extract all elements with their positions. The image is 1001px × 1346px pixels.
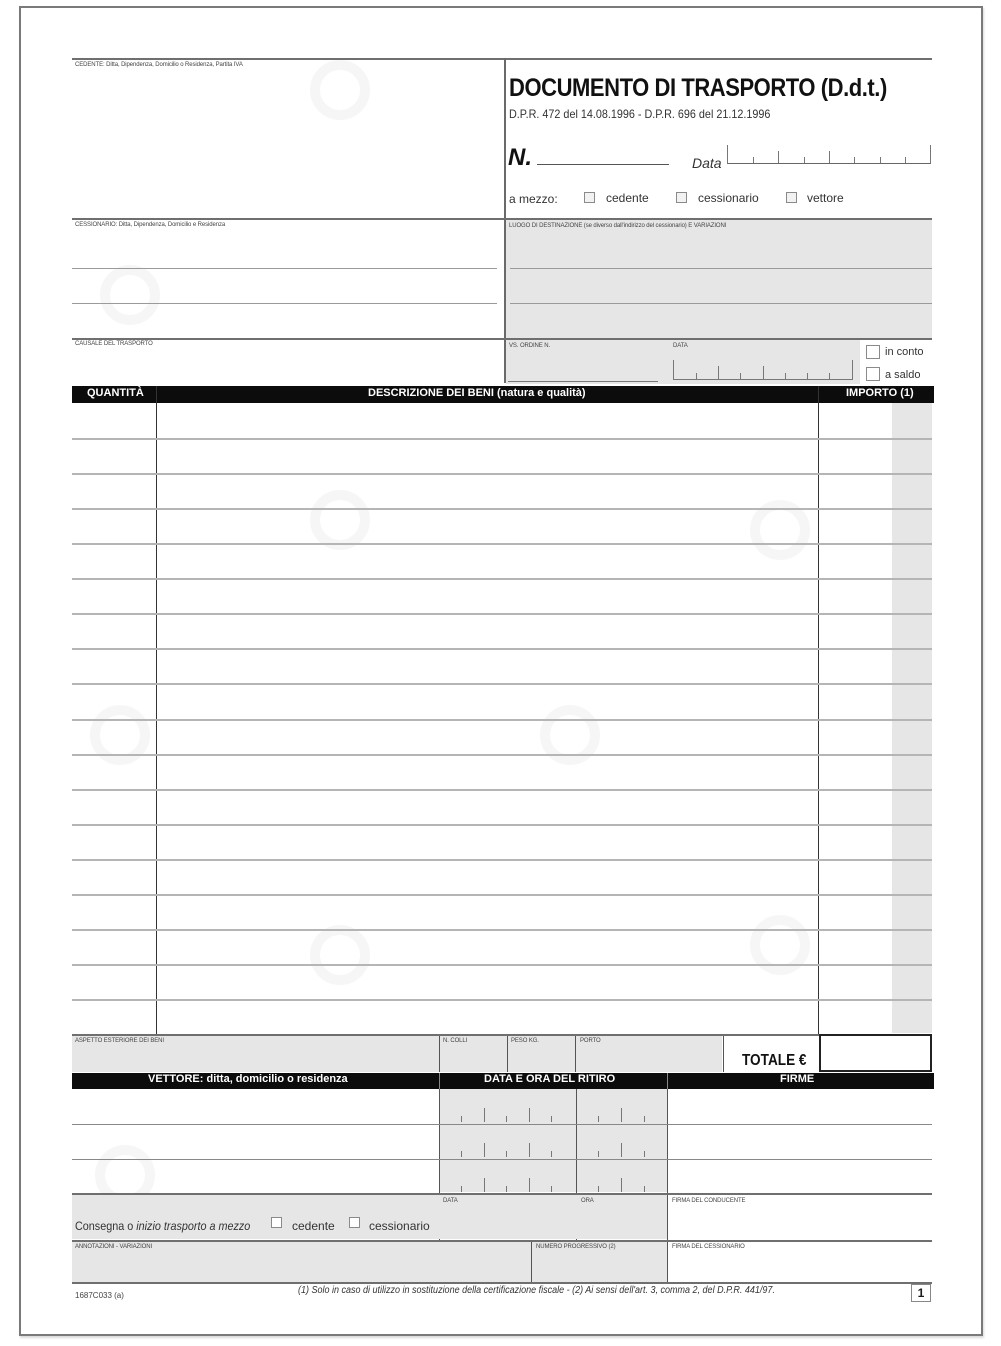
descrizione-cell[interactable] [157, 438, 818, 473]
quantita-cell[interactable] [72, 438, 156, 473]
totale-label: TOTALE € [742, 1052, 807, 1069]
row-line [72, 789, 932, 791]
date-tick [905, 157, 906, 163]
importo-cell[interactable] [819, 964, 932, 999]
quantita-cell[interactable] [72, 719, 156, 754]
importo-cell[interactable] [819, 438, 932, 473]
peso-field[interactable] [508, 1046, 574, 1072]
date-tick [778, 151, 779, 163]
table-row [72, 929, 932, 964]
importo-cell[interactable] [819, 403, 932, 438]
number-field[interactable] [537, 164, 669, 165]
divider [723, 1036, 724, 1072]
date-tick [880, 157, 881, 163]
table-header-bar [72, 386, 934, 403]
row-line [72, 964, 932, 966]
means-vettore-checkbox[interactable] [786, 192, 797, 203]
quantita-cell[interactable] [72, 403, 156, 438]
means-label: a mezzo: [509, 192, 558, 206]
descrizione-cell[interactable] [157, 859, 818, 894]
importo-cell[interactable] [819, 683, 932, 718]
quantita-cell[interactable] [72, 859, 156, 894]
firma-cessionario-label: FIRMA DEL CESSIONARIO [672, 1244, 745, 1250]
table-row [72, 894, 932, 929]
date-tick [740, 373, 741, 379]
row-line [72, 683, 932, 685]
importo-cell[interactable] [819, 824, 932, 859]
aspetto-field[interactable] [72, 1046, 438, 1072]
date-field[interactable] [727, 145, 931, 164]
importo-cell[interactable] [819, 578, 932, 613]
firma-conducente-field[interactable] [668, 1206, 932, 1239]
importo-cell[interactable] [819, 508, 932, 543]
vettore-field-3[interactable] [72, 1159, 438, 1193]
descrizione-cell[interactable] [157, 719, 818, 754]
number-label: N. [508, 144, 532, 171]
col-descrizione: DESCRIZIONE DEI BENI (natura e qualità) [368, 387, 586, 399]
ritiro-data-field[interactable] [440, 1089, 576, 1193]
peso-label: PESO KG. [511, 1038, 539, 1044]
date-tick [718, 366, 719, 379]
annotazioni-field[interactable] [72, 1252, 530, 1282]
footnote: (1) Solo in caso di utilizzo in sostituzione della certificazione fiscale - (2) Ai sensi dell'art. 3, comma 2, del D.P.R. 441/97. [298, 1285, 775, 1296]
table-row [72, 648, 932, 683]
destinazione-field[interactable] [506, 220, 932, 338]
table-row [72, 578, 932, 613]
row-line [72, 824, 932, 826]
consegna-label-b: inizio trasporto a mezzo [136, 1219, 251, 1233]
quantita-cell[interactable] [72, 999, 156, 1034]
date-tick [753, 157, 754, 163]
quantita-cell[interactable] [72, 964, 156, 999]
annotazioni-label: ANNOTAZIONI - VARIAZIONI [75, 1244, 153, 1250]
descrizione-cell[interactable] [157, 754, 818, 789]
descrizione-cell[interactable] [157, 964, 818, 999]
quantita-cell[interactable] [72, 929, 156, 964]
cessionario-field[interactable] [72, 230, 502, 336]
table-row [72, 824, 932, 859]
importo-cell[interactable] [819, 648, 932, 683]
in-conto-label: in conto [885, 346, 924, 358]
date-tick [785, 373, 786, 379]
in-conto-checkbox[interactable] [866, 345, 880, 359]
descrizione-cell[interactable] [157, 824, 818, 859]
totale-field[interactable] [819, 1034, 932, 1072]
ritiro-ora-field[interactable] [577, 1089, 667, 1193]
ora-label: ORA [581, 1198, 594, 1204]
row-line [72, 894, 932, 896]
row-line [72, 999, 932, 1001]
quantita-cell[interactable] [72, 508, 156, 543]
descrizione-cell[interactable] [157, 999, 818, 1034]
means-cessionario-label: cessionario [698, 191, 759, 205]
firma-conducente-label: FIRMA DEL CONDUCENTE [672, 1198, 746, 1204]
form-code: 1687C033 (a) [75, 1291, 124, 1300]
row-line [72, 929, 932, 931]
descrizione-cell[interactable] [157, 508, 818, 543]
table-row [72, 999, 932, 1034]
quantita-cell[interactable] [72, 754, 156, 789]
table-row [72, 403, 932, 438]
ordine-label: VS. ORDINE N. [509, 343, 551, 349]
porto-label: PORTO [580, 1038, 601, 1044]
means-cedente-checkbox[interactable] [584, 192, 595, 203]
porto-field[interactable] [576, 1046, 722, 1072]
descrizione-cell[interactable] [157, 473, 818, 508]
date-tick [696, 373, 697, 379]
destinazione-label: LUOGO DI DESTINAZIONE (se diverso dall'indirizzo del cessionario) E VARIAZIONI [509, 223, 727, 229]
vettore-header: VETTORE: ditta, domicilio o residenza [148, 1073, 348, 1085]
row-line [72, 578, 932, 580]
quantita-cell[interactable] [72, 824, 156, 859]
table-row [72, 613, 932, 648]
firme-header: FIRME [780, 1073, 815, 1085]
row-line [72, 613, 932, 615]
destinazione-line [510, 268, 932, 269]
causale-field[interactable] [72, 348, 502, 383]
date-label: Data [692, 155, 722, 171]
table-row [72, 789, 932, 824]
cessionario-line [72, 303, 497, 304]
col-quantita: QUANTITÀ [87, 387, 144, 399]
col-importo: IMPORTO (1) [846, 387, 914, 399]
vettore-field-2[interactable] [72, 1124, 438, 1158]
cessionario-label: CESSIONARIO: Ditta, Dipendenza, Domicilio e Residenza [75, 222, 226, 228]
firma-cessionario-field[interactable] [668, 1252, 932, 1282]
table-row [72, 964, 932, 999]
consegna-label-a: Consegna o [75, 1219, 137, 1233]
importo-cell[interactable] [819, 543, 932, 578]
descrizione-cell[interactable] [157, 894, 818, 929]
date-tick [807, 373, 808, 379]
rule [72, 1282, 932, 1284]
table-row [72, 719, 932, 754]
colli-label: N. COLLI [443, 1038, 468, 1044]
quantita-cell[interactable] [72, 648, 156, 683]
consegna-cessionario-checkbox[interactable] [349, 1217, 360, 1228]
quantita-cell[interactable] [72, 683, 156, 718]
firme-field[interactable] [668, 1089, 932, 1193]
descrizione-cell[interactable] [157, 403, 818, 438]
descrizione-cell[interactable] [157, 789, 818, 824]
vettore-field-1[interactable] [72, 1089, 438, 1123]
consegna-label [75, 1219, 250, 1233]
quantita-cell[interactable] [72, 613, 156, 648]
page-number: 1 [911, 1284, 931, 1302]
means-cessionario-checkbox[interactable] [676, 192, 687, 203]
vettore-header-bar [72, 1073, 934, 1089]
table-row [72, 754, 932, 789]
row-line [72, 438, 932, 440]
document-title: DOCUMENTO DI TRASPORTO (D.d.t.) [509, 74, 887, 102]
descrizione-cell[interactable] [157, 648, 818, 683]
table-row [72, 683, 932, 718]
causale-label: CAUSALE DEL TRASPORTO [75, 341, 153, 347]
importo-cell[interactable] [819, 789, 932, 824]
consegna-cedente-checkbox[interactable] [271, 1217, 282, 1228]
importo-cell[interactable] [819, 894, 932, 929]
quantita-cell[interactable] [72, 789, 156, 824]
numero-progressivo-field[interactable] [532, 1252, 666, 1282]
quantita-cell[interactable] [72, 543, 156, 578]
ordine-date-field[interactable] [673, 360, 853, 380]
ordine-line [508, 381, 658, 382]
importo-cell[interactable] [819, 719, 932, 754]
descrizione-cell[interactable] [157, 929, 818, 964]
means-vettore-label: vettore [807, 191, 844, 205]
table-row [72, 859, 932, 894]
importo-cell[interactable] [819, 613, 932, 648]
a-saldo-checkbox[interactable] [866, 367, 880, 381]
cessionario-line [72, 268, 497, 269]
quantita-cell[interactable] [72, 894, 156, 929]
row-line [72, 508, 932, 510]
importo-cell[interactable] [819, 754, 932, 789]
a-saldo-label: a saldo [885, 369, 921, 381]
cedente-field[interactable] [72, 70, 502, 216]
row-line [72, 754, 932, 756]
table-row [72, 543, 932, 578]
row-line [72, 859, 932, 861]
data-label: DATA [443, 1198, 458, 1204]
row-line [72, 648, 932, 650]
descrizione-cell[interactable] [157, 543, 818, 578]
date-tick [763, 366, 764, 379]
quantita-cell[interactable] [72, 578, 156, 613]
divider [667, 1073, 668, 1089]
row-line [72, 543, 932, 545]
row-line [72, 719, 932, 721]
descrizione-cell[interactable] [157, 683, 818, 718]
top-rule [72, 58, 932, 60]
destinazione-line [510, 303, 932, 304]
ritiro-header: DATA E ORA DEL RITIRO [484, 1073, 616, 1085]
colli-field[interactable] [440, 1046, 506, 1072]
date-tick [829, 373, 830, 379]
cedente-label: CEDENTE: Ditta, Dipendenza, Domicilio o Residenza, Partita IVA [75, 62, 243, 68]
numero-progressivo-label: NUMERO PROGRESSIVO (2) [536, 1244, 616, 1250]
date-tick [829, 151, 830, 163]
date-tick [854, 157, 855, 163]
table-row [72, 508, 932, 543]
importo-cell[interactable] [819, 929, 932, 964]
importo-cell[interactable] [819, 473, 932, 508]
importo-cell[interactable] [819, 859, 932, 894]
date-tick [804, 157, 805, 163]
descrizione-cell[interactable] [157, 613, 818, 648]
aspetto-label: ASPETTO ESTERIORE DEI BENI [75, 1038, 164, 1044]
ordine-data-label: DATA [673, 343, 688, 349]
table-row [72, 438, 932, 473]
quantita-cell[interactable] [72, 473, 156, 508]
row-line [72, 473, 932, 475]
table-row [72, 473, 932, 508]
consegna-cedente-label: cedente [292, 1219, 335, 1233]
descrizione-cell[interactable] [157, 578, 818, 613]
divider [439, 1073, 440, 1089]
consegna-cessionario-label: cessionario [369, 1219, 430, 1233]
importo-cell[interactable] [819, 999, 932, 1034]
means-cedente-label: cedente [606, 191, 649, 205]
document-subtitle: D.P.R. 472 del 14.08.1996 - D.P.R. 696 del 21.12.1996 [509, 107, 771, 121]
